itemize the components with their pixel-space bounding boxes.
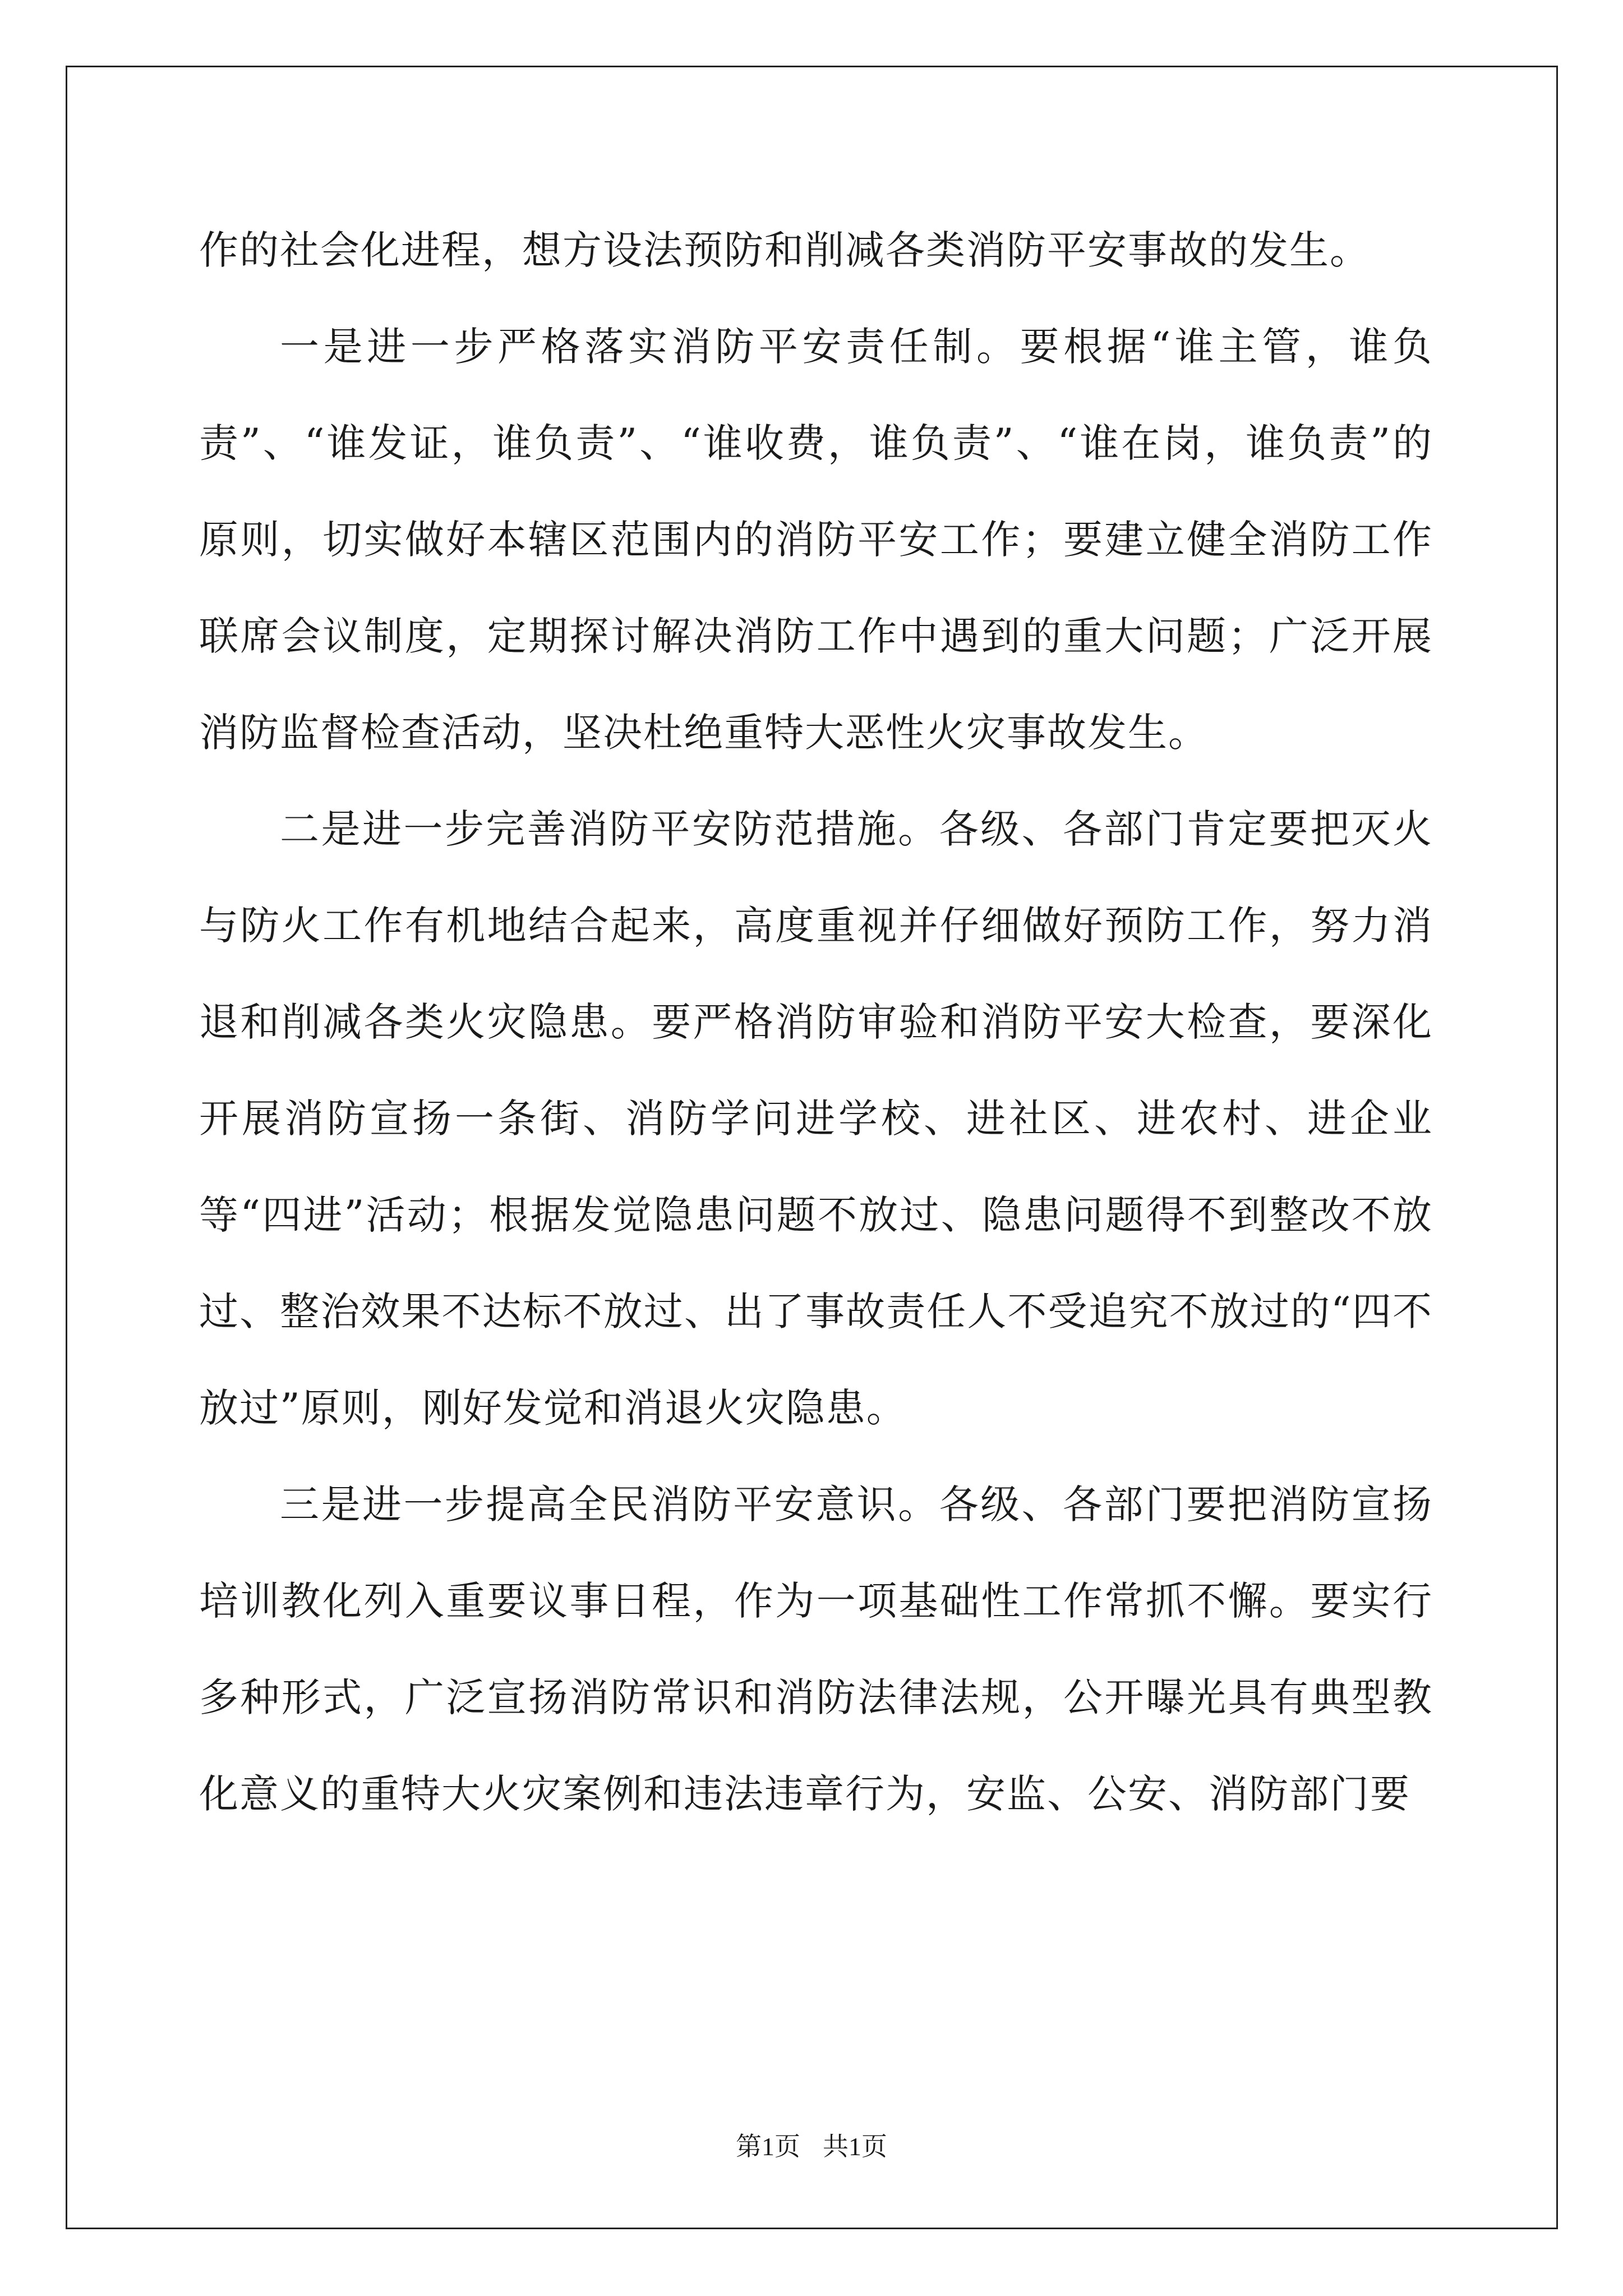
paragraph-1: 作的社会化进程，想方设法预防和削减各类消防平安事故的发生。 (199, 227, 1370, 273)
page-total: 共1页 (823, 2132, 887, 2161)
paragraph-3: 二是进一步完善消防平安防范措施。各级、各部门肯定要把灭火与防火工作有机地结合起来，高度重视并仔细做好预防工作，努力消退和削减各类火灾隐患。要严格消防审验和消防平安大检查，要深化开展消防宣扬一条街、消防学问进学校、进社区、进农村、进企业等“四进”活动；根据发觉隐患问题不放过、隐患问题得不到整改不放过、整治效果不达标不放过、出了事故责任人不受追究不放过的“四不放过”原则，刚好发觉和消退火灾隐患。 (199, 806, 1433, 1431)
page-number: 第1页 (736, 2132, 800, 2161)
document-body (199, 202, 1433, 1842)
paragraph-4: 三是进一步提高全民消防平安意识。各级、各部门要把消防宣扬培训教化列入重要议事日程，作为一项基础性工作常抓不懈。要实行多种形式，广泛宣扬消防常识和消防法律法规，公开曝光具有典型教化意义的重特大火灾案例和违法违章行为，安监、公安、消防部门要 (199, 1481, 1433, 1817)
paragraph-2: 一是进一步严格落实消防平安责任制。要根据“谁主管，谁负责”、“谁发证，谁负责”、“谁收费，谁负责”、“谁在岗，谁负责”的原则，切实做好本辖区范围内的消防平安工作；要建立健全消防工作联席会议制度，定期探讨解决消防工作中遇到的重大问题；广泛开展消防监督检查活动，坚决杜绝重特大恶性火灾事故发生。 (199, 324, 1433, 756)
page-footer (0, 2126, 1623, 2163)
